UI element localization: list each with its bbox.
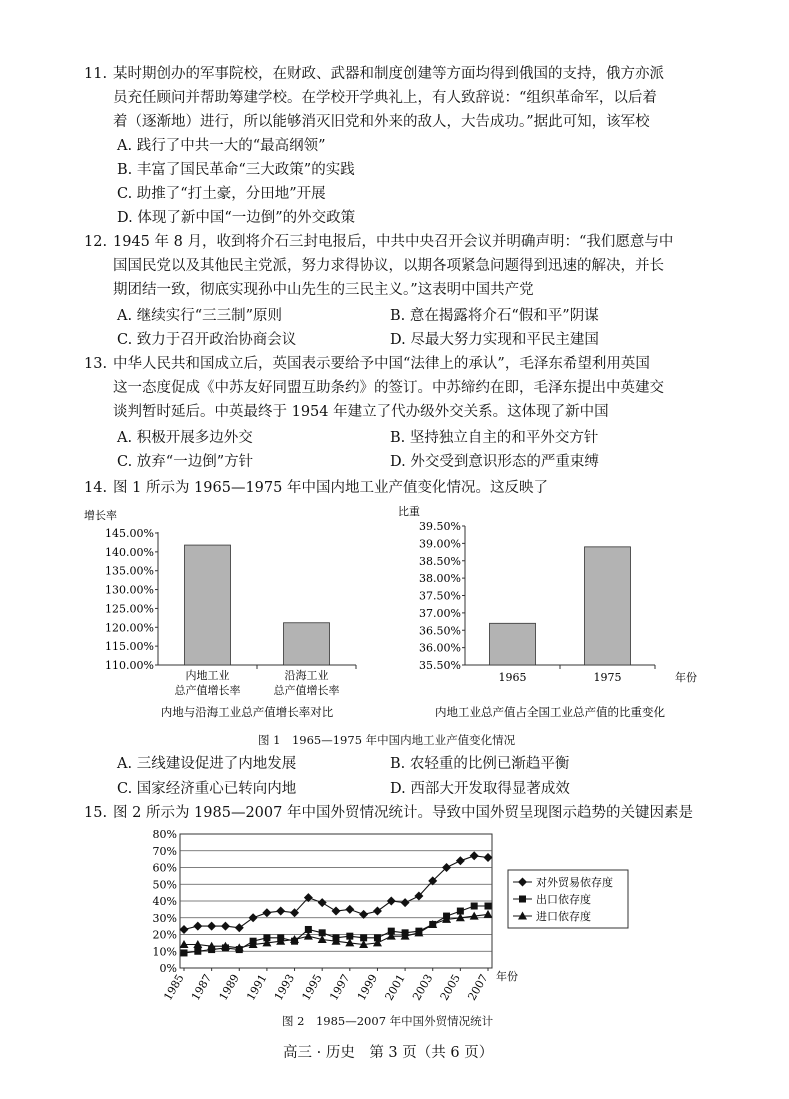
q13-stem-line-2: 这一态度促成《中苏友好同盟互助条约》的签订。中苏缔约在即，毛泽东提出中英建交 [113,380,664,396]
chart1-ytick-label: 130.00% [105,583,154,597]
q11-option-b: B. 丰富了国民革命“三大政策”的实践 [117,162,355,178]
chart3-ytick-label: 80% [152,828,177,841]
chart3-xtick-label: 1987 [188,972,215,1003]
chart2-category-label: 1965 [498,671,527,684]
chart1-category-label: 内地工业 [185,669,230,682]
chart2-xlabel: 年份 [675,671,697,684]
chart1-ylabel: 增长率 [84,509,117,522]
chart3-xtick-label: 2001 [382,972,408,1003]
chart3-xlabel: 年份 [496,970,518,983]
q11-stem-line-1: 某时期创办的军事院校，在财政、武器和制度创建等方面均得到俄国的支持，俄方亦派 [113,66,664,82]
q11-option-d: D. 体现了新中国“一边倒”的外交政策 [117,210,356,226]
q12-option-a: A. 继续实行“三三制”原则 [117,308,283,324]
q13-option-c: C. 放弃“一边倒”方针 [117,454,254,470]
chart2-ytick-label: 39.00% [419,537,461,551]
chart1-ytick-label: 140.00% [105,545,154,559]
chart3-xtick-label: 2003 [410,972,436,1003]
chart2-ytick-label: 39.50% [419,520,461,533]
chart3-legend-marker [519,896,526,903]
q15-number: 15. [84,805,108,821]
chart1-category-label: 总产值增长率 [273,684,340,697]
chart1-ytick-label: 120.00% [105,621,154,635]
chart2-ytick-label: 38.00% [419,572,461,586]
chart3-series-1-point [194,948,201,955]
chart2-bar [490,623,536,665]
chart2-ytick-label: 38.50% [419,554,461,568]
chart3-ytick-label: 70% [152,844,177,858]
chart1-category-label: 沿海工业 [284,669,329,682]
q12-stem-line-3: 期团结一致，彻底实现孙中山先生的三民主义。”这表明中国共产党 [113,282,534,298]
q14-option-c: C. 国家经济重心已转向内地 [117,781,297,797]
chart3-series-1-point [181,949,188,956]
chart2-ytick-label: 36.00% [419,641,461,655]
chart1-ytick-label: 110.00% [105,659,154,672]
page-footer: 高三 · 历史 第 3 页（共 6 页） [283,1045,494,1061]
chart3-xtick-label: 1989 [216,972,242,1003]
chart1-ytick-label: 145.00% [105,527,154,540]
chart1-bar [284,623,330,665]
chart3-xtick-label: 1999 [354,972,381,1003]
chart3-ytick-label: 40% [152,895,177,908]
q11-stem-line-2: 员充任顾问并帮助筹建学校。在学校开学典礼上，有人致辞说：“组织革命军，以后着 [113,90,657,106]
chart3-ytick-label: 0% [159,962,177,975]
q12-stem-line-1: 1945 年 8 月，收到将介石三封电报后，中共中央召开会议并明确声明：“我们愿意与中 [113,234,674,250]
q14-option-a: A. 三线建设促进了内地发展 [117,756,297,772]
q11-stem-line-3: 着（逐渐地）进行，所以能够消灭旧党和外来的敌人，大告成功。”据此可知，该军校 [113,114,650,130]
q13-option-b: B. 坚持独立自主的和平外交方针 [390,430,599,446]
q14-stem: 图 1 所示为 1965—1975 年中国内地工业产值变化情况。这反映了 [113,480,548,496]
chart3-series-1-point [485,903,492,910]
chart3-legend-label: 出口依存度 [536,893,591,906]
q14-option-b: B. 农轻重的比例已渐趋平衡 [390,756,570,772]
q11-number: 11. [84,66,108,82]
q14-option-d: D. 西部大开发取得显著成效 [390,781,570,797]
q12-stem-line-2: 国国民党以及其他民主党派，努力求得协议，以期各项紧急问题得到迅速的解决，并长 [113,258,664,274]
q13-option-a: A. 积极开展多边外交 [117,430,253,446]
q12-option-b: B. 意在揭露将介石“假和平”阴谋 [390,308,599,324]
chart2-ytick-label: 37.50% [419,589,461,603]
chart3-xtick-label: 1991 [244,972,270,1003]
chart2-ytick-label: 37.00% [419,606,461,620]
chart3-series-1-point [471,903,478,910]
q13-number: 13. [84,356,108,372]
chart1-ytick-label: 115.00% [105,640,154,654]
chart3-ytick-label: 60% [152,861,177,875]
chart3-xtick-label: 2005 [437,972,463,1003]
figure-1 [80,502,720,732]
chart1-category-label: 总产值增长率 [174,684,241,697]
chart3-legend-label: 对外贸易依存度 [536,876,613,889]
chart2-ylabel: 比重 [398,505,420,518]
chart2-bar [585,547,631,665]
q12-option-d: D. 尽最大努力实现和平民主建国 [390,332,599,348]
chart3-ytick-label: 20% [152,928,177,942]
q13-stem-line-3: 谈判暂时延后。中英最终于 1954 年建立了代办级外交关系。这体现了新中国 [113,404,609,420]
chart3-ytick-label: 30% [152,911,177,925]
q13-stem-line-1: 中华人民共和国成立后，英国表示要给予中国“法律上的承认”，毛泽东希望利用英国 [113,356,650,372]
q12-number: 12. [84,234,108,250]
figure-1-caption: 图 1 1965—1975 年中国内地工业产值变化情况 [258,733,516,747]
q15-stem: 图 2 所示为 1985—2007 年中国外贸情况统计。导致中国外贸呈现图示趋势的关键因素是 [113,805,693,821]
chart1-title: 内地与沿海工业总产值增长率对比 [160,705,334,719]
chart3-legend-label: 进口依存度 [536,910,591,923]
figure-2 [140,826,680,1014]
chart3-xtick-label: 1995 [299,972,325,1003]
q14-number: 14. [84,480,108,496]
q11-option-a: A. 践行了中共一大的“最高纲领” [117,138,326,154]
q13-option-d: D. 外交受到意识形态的严重束缚 [390,454,599,470]
chart2-ytick-label: 35.50% [419,659,461,672]
chart3-ytick-label: 50% [152,878,177,892]
chart3-xtick-label: 1997 [327,972,353,1003]
chart1-ytick-label: 135.00% [105,564,154,578]
chart1-ytick-label: 125.00% [105,602,154,616]
chart3-ytick-label: 10% [152,945,177,959]
chart1-bar [185,545,231,665]
figure-2-caption: 图 2 1985—2007 年中国外贸情况统计 [282,1014,494,1028]
q11-option-c: C. 助推了“打土豪，分田地”开展 [117,186,326,202]
chart3-xtick-label: 1993 [271,972,298,1003]
chart2-title: 内地工业总产值占全国工业总产值的比重变化 [435,705,665,719]
chart2-category-label: 1975 [593,671,622,684]
chart3-xtick-label: 2007 [465,972,491,1003]
chart2-ytick-label: 36.50% [419,624,461,638]
q12-option-c: C. 致力于召开政治协商会议 [117,332,297,348]
chart3-xtick-label: 1985 [161,972,187,1003]
